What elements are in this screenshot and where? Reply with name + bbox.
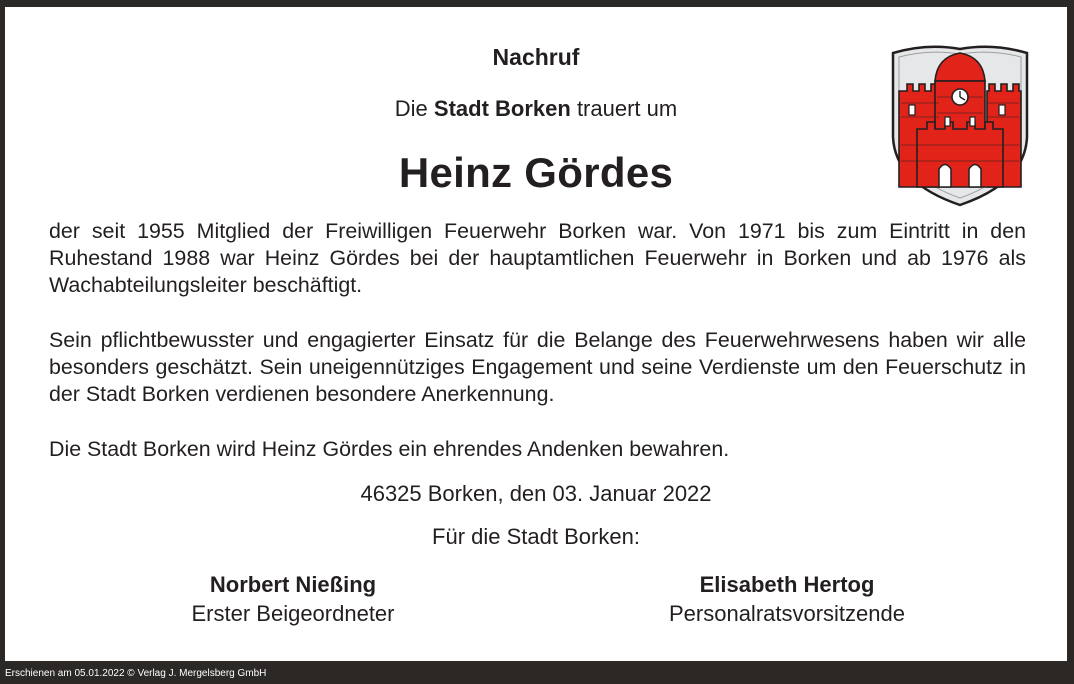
castle-coat-of-arms-icon [887, 41, 1033, 209]
signatory-role: Personalratsvorsitzende [668, 601, 905, 626]
notice-heading: Nachruf [492, 44, 580, 70]
intro-suffix: trauert um [570, 96, 678, 121]
signatory-name: Norbert Nießing [209, 572, 377, 597]
paragraph-biography: der seit 1955 Mitglied der Freiwilligen Feuerwehr Borken war. Von 1971 bis zum Eintritt in den Ruhestand 1988 war Heinz Gördes bei der hauptamtlichen Feuerwehr in Borken und ab 1976 als Wachabteilungsleiter beschäftigt. [49, 219, 1026, 297]
for-city-line: Für die Stadt Borken: [432, 524, 640, 549]
publication-footer: Erschienen am 05.01.2022 © Verlag J. Mergelsberg GmbH [5, 668, 267, 679]
place-date: 46325 Borken, den 03. Januar 2022 [360, 481, 712, 506]
deceased-name: Heinz Gördes [398, 149, 674, 196]
signatory-left [123, 572, 463, 630]
paragraph-appreciation: Sein pflichtbewusster und engagierter Einsatz für die Belange des Feuerwehrwesens haben wir alle besonders geschätzt. Sein uneigennütziges Engagement und seine Verdienste um den Feuerschutz in der Stadt Borken verdienen besondere Anerkennung. [49, 328, 1026, 406]
signatory-role: Erster Beigeordneter [191, 601, 395, 626]
paragraph-remembrance: Die Stadt Borken wird Heinz Gördes ein ehrendes Andenken bewahren. [49, 437, 730, 461]
intro-organization: Stadt Borken [433, 96, 571, 121]
obituary-notice [5, 7, 1067, 661]
signatory-name: Elisabeth Hertog [699, 572, 875, 597]
intro-prefix: Die [394, 96, 434, 121]
signatory-right [617, 572, 957, 630]
